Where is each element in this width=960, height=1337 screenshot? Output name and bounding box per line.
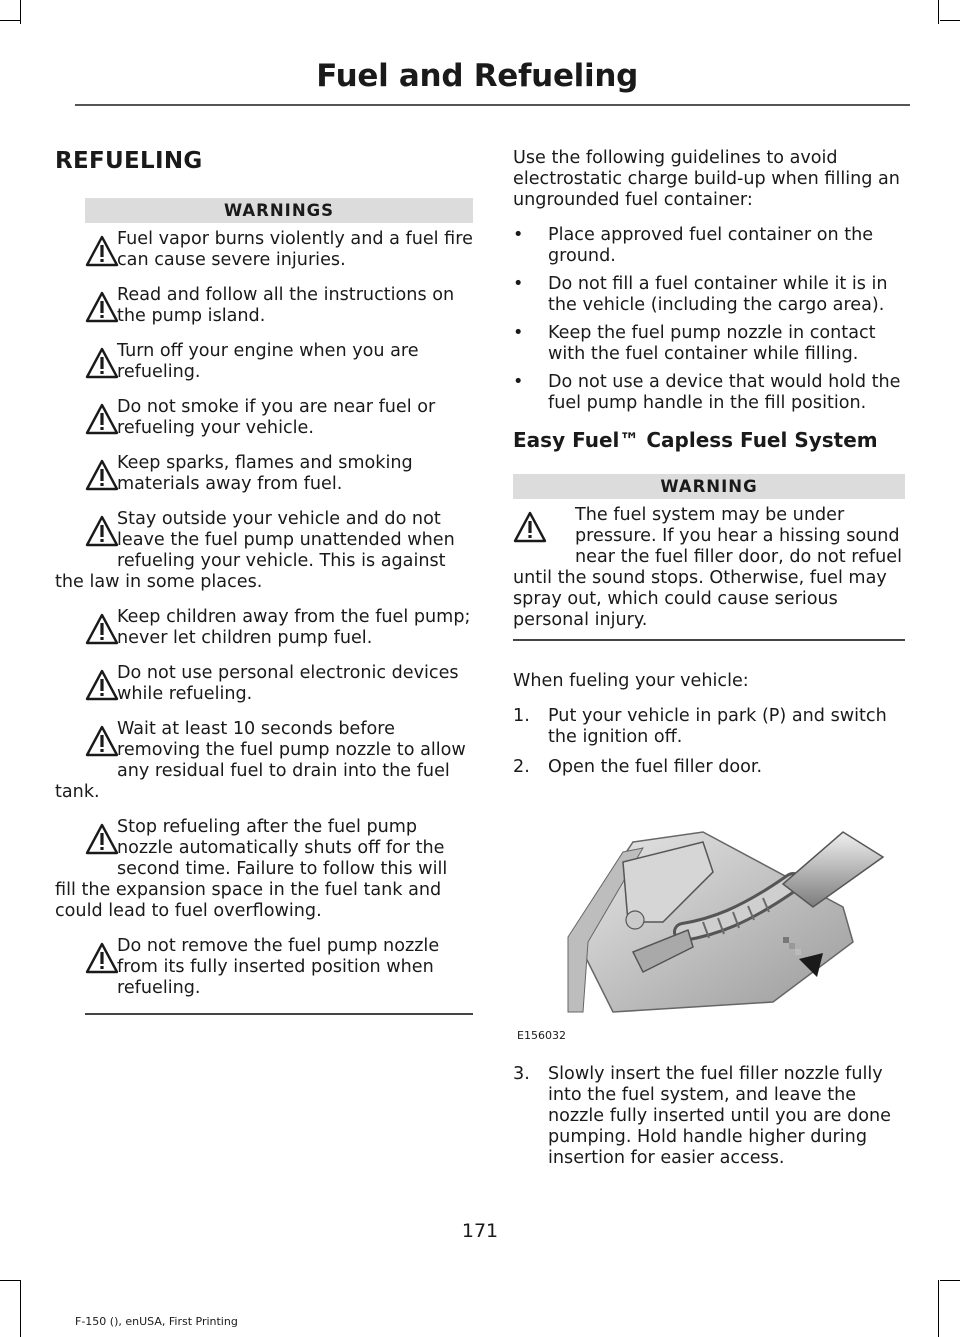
crop-mark	[20, 0, 21, 24]
warning-text: Stop refueling after the fuel pump nozzle automatically shuts off for the second time. Failure to follow this will fill the expansion space in the fuel tank and could lead to fuel overflowing.	[55, 817, 448, 921]
page-number: 171	[461, 1220, 499, 1242]
step-text: Slowly insert the fuel filler nozzle fully into the fuel system, and leave the nozzle fully inserted until you are done pumping. Hold handle higher during insertion for easier access.	[548, 1064, 892, 1168]
intro-paragraph: Use the following guidelines to avoid electrostatic charge build-up when filling an ungrounded fuel container:	[513, 148, 900, 210]
warning-item	[55, 719, 473, 803]
crop-mark	[940, 20, 960, 21]
list-item: • Place approved fuel container on the ground.	[513, 225, 905, 267]
warning-item	[55, 936, 473, 999]
crop-mark	[938, 0, 939, 24]
crop-mark	[20, 1280, 21, 1337]
step-text: Put your vehicle in park (P) and switch the ignition off.	[548, 706, 887, 747]
list-item: • Do not fill a fuel container while it is in the vehicle (including the cargo area).	[513, 274, 905, 316]
step-number: 3.	[513, 1064, 530, 1084]
warning-triangle-icon	[85, 725, 119, 757]
fuel-filler-figure	[513, 812, 905, 1042]
step-item	[513, 706, 905, 748]
warning-text: Stay outside your vehicle and do not leave the fuel pump unattended when refueling your vehicle. This is against the law in some places.	[55, 509, 455, 592]
warning-text: Do not remove the fuel pump nozzle from its fully inserted position when refueling.	[117, 936, 440, 998]
left-column	[55, 140, 473, 1015]
step-item	[513, 757, 905, 778]
warning-triangle-icon	[85, 823, 119, 855]
right-column	[513, 148, 905, 1178]
capless-warning	[513, 505, 905, 631]
warning-item	[513, 505, 905, 631]
figure-code: E156032	[517, 1029, 566, 1042]
warnings-list	[55, 229, 473, 999]
warning-text: Wait at least 10 seconds before removing the fuel pump nozzle to allow any residual fuel to drain into the fuel tank.	[55, 719, 466, 802]
list-item: • Do not use a device that would hold the fuel pump handle in the fill position.	[513, 372, 905, 414]
guidelines-list	[513, 225, 905, 414]
crop-mark	[0, 1280, 20, 1281]
warning-text: Turn off your engine when you are refueling.	[117, 341, 419, 382]
warning-triangle-icon	[85, 613, 119, 645]
step-number: 2.	[513, 757, 530, 777]
warning-text: The fuel system may be under pressure. If you hear a hissing sound near the fuel filler door, do not refuel until the sound stops. Otherwise, fuel may spray out, which could cause serious personal injury.	[513, 505, 902, 630]
footer-text: F-150 (), enUSA, First Printing	[75, 1315, 238, 1328]
warning-triangle-icon	[85, 403, 119, 435]
warnings-header: WARNINGS	[85, 198, 473, 223]
warning-triangle-icon	[85, 291, 119, 323]
warning-item	[55, 817, 473, 922]
crop-mark	[938, 1280, 939, 1337]
steps-list	[513, 706, 905, 778]
step-number: 1.	[513, 706, 530, 726]
warning-text: Read and follow all the instructions on the pump island.	[117, 285, 455, 326]
warning-triangle-icon	[85, 459, 119, 491]
warning-triangle-icon	[85, 235, 119, 267]
step-item	[513, 1064, 905, 1169]
warning-item	[55, 285, 473, 327]
warning-triangle-icon	[85, 669, 119, 701]
warning-triangle-icon	[513, 511, 547, 543]
warning-item	[55, 397, 473, 439]
warning-header: WARNING	[513, 474, 905, 499]
warning-text: Keep children away from the fuel pump; never let children pump fuel.	[117, 607, 471, 648]
chapter-title: Fuel and Refueling	[316, 58, 638, 94]
section-title: REFUELING	[55, 148, 203, 174]
crop-mark	[0, 20, 20, 21]
warning-text: Fuel vapor burns violently and a fuel fire can cause severe injuries.	[117, 229, 473, 270]
warning-triangle-icon	[85, 515, 119, 547]
list-item: • Keep the fuel pump nozzle in contact with the fuel container while filling.	[513, 323, 905, 365]
warning-item	[55, 453, 473, 495]
crop-mark	[940, 1280, 960, 1281]
warning-item	[55, 663, 473, 705]
warning-text: Do not use personal electronic devices while refueling.	[117, 663, 459, 704]
warning-triangle-icon	[85, 942, 119, 974]
warnings-end-rule	[85, 1013, 473, 1015]
subsection-title: Easy Fuel™ Capless Fuel System	[513, 428, 878, 452]
header-rule	[75, 104, 910, 106]
step-text: Open the fuel filler door.	[548, 757, 763, 777]
warning-item	[55, 341, 473, 383]
warning-item	[55, 607, 473, 649]
warning-end-rule	[513, 639, 905, 641]
steps-intro: When fueling your vehicle:	[513, 671, 749, 691]
warning-text: Do not smoke if you are near fuel or refueling your vehicle.	[117, 397, 436, 438]
warning-item	[55, 229, 473, 271]
fuel-filler-illustration	[513, 812, 905, 1042]
warning-text: Keep sparks, flames and smoking materials away from fuel.	[117, 453, 413, 494]
steps-list-continued	[513, 1064, 905, 1169]
warning-item	[55, 509, 473, 593]
warning-triangle-icon	[85, 347, 119, 379]
